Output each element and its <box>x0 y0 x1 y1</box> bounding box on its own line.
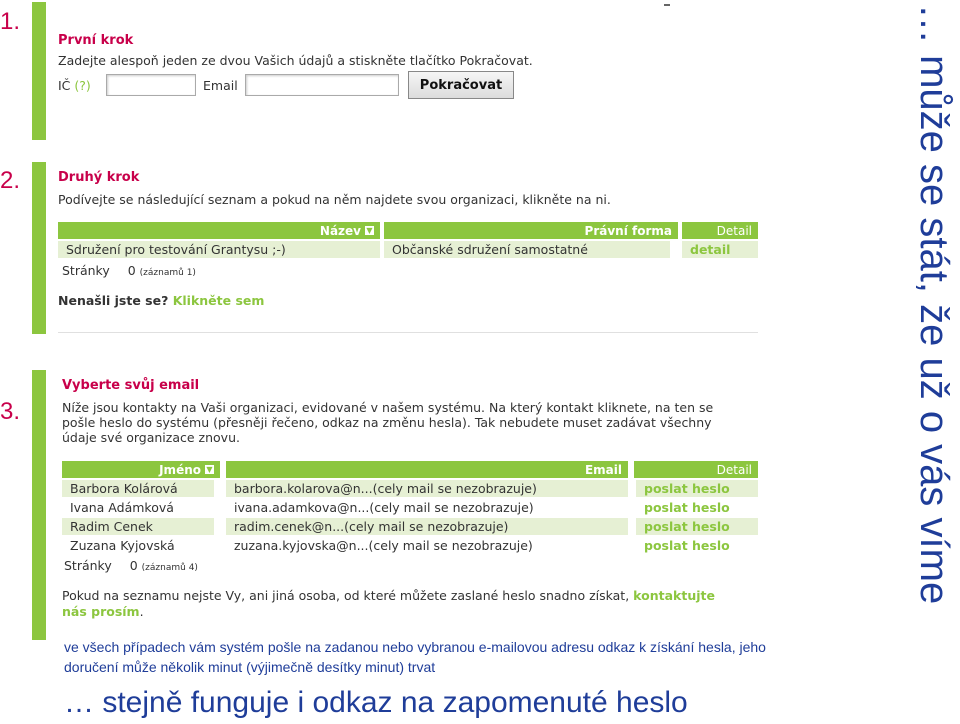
pager-label: Stránky <box>64 558 112 573</box>
step3-desc-line1: Níže jsou kontakty na Vaši organizaci, evidované v našem systému. Na který kontakt kliknete, na ten se <box>62 400 714 415</box>
pager-records: (záznamů 4) <box>141 563 198 573</box>
org-detail-link[interactable]: detail <box>682 241 758 258</box>
cursor-mark <box>664 0 670 6</box>
step2-description: Podívejte se následující seznam a pokud na něm najdete svou organizaci, klikněte na ni. <box>58 192 611 207</box>
org-name-cell[interactable]: Sdružení pro testování Grantysu ;-) <box>58 241 380 258</box>
col-detail-label: Detail <box>716 223 752 238</box>
pager-label: Stránky <box>62 263 110 278</box>
step2-bar <box>32 162 46 334</box>
step3-pager <box>64 558 198 577</box>
col-detail3-header <box>634 461 758 478</box>
col-email-label: Email <box>584 462 622 477</box>
step2-pager <box>62 263 196 282</box>
col-form-header[interactable] <box>384 222 678 239</box>
side-text-container <box>912 4 956 634</box>
person-email-cell[interactable]: barbora.kolarova@n...(cely mail se nezobrazuje) <box>226 480 628 497</box>
pager-value[interactable]: 0 <box>127 263 136 278</box>
col-detail3-label: Detail <box>716 462 752 477</box>
sort-down-icon: ▼ <box>206 465 213 474</box>
bottom-caption: … stejně funguje i odkaz na zapomenuté heslo <box>64 686 688 719</box>
step3-bar <box>32 370 46 640</box>
email-label: Email <box>203 78 238 93</box>
footer-text: Pokud na seznamu nejste Vy, ani jiná osoba, od které můžete zaslané heslo snadno získat, <box>62 588 630 603</box>
section-divider <box>58 332 758 333</box>
step3-desc-line2: pošle heslo do systému (přesněji řečeno, odkaz na změnu hesla). Tak nebudete muset zadávat všechny <box>62 415 712 430</box>
step3-desc-line3: údaje své organizace znovu. <box>62 430 240 445</box>
col-person-label: Jméno <box>159 462 201 477</box>
step3-title: Vyberte svůj email <box>62 378 200 393</box>
not-found-link[interactable]: Klikněte sem <box>172 293 265 308</box>
sort-down-icon: ▼ <box>366 226 373 235</box>
send-password-link[interactable]: poslat heslo <box>636 537 758 554</box>
col-person-header[interactable] <box>62 461 220 478</box>
send-password-link[interactable]: poslat heslo <box>636 480 758 497</box>
step-number-2: 2. <box>0 167 21 194</box>
contact-link[interactable]: kontaktujte <box>633 588 715 603</box>
step1-title: První krok <box>58 33 134 48</box>
step1-bar <box>32 2 46 140</box>
step2-title: Druhý krok <box>58 170 140 185</box>
pager-value[interactable]: 0 <box>129 558 138 573</box>
person-name-cell[interactable]: Barbora Kolárová <box>62 480 214 497</box>
not-found-label: Nenašli jste se? <box>58 293 169 308</box>
org-form-cell[interactable]: Občanské sdružení samostatné <box>384 241 670 258</box>
send-password-link[interactable]: poslat heslo <box>636 499 758 516</box>
step-number-3: 3. <box>0 398 21 425</box>
person-email-cell[interactable]: radim.cenek@n...(cely mail se nezobrazuje) <box>226 518 628 535</box>
person-name-cell[interactable]: Radim Cenek <box>62 518 214 535</box>
step-number-1: 1. <box>0 8 21 35</box>
col-name-header[interactable] <box>58 222 380 239</box>
col-form-label: Právní forma <box>584 223 672 238</box>
note <box>64 637 766 677</box>
pager-records: (záznamů 1) <box>139 268 196 278</box>
footer-end: . <box>139 603 144 619</box>
col-name-label: Název <box>319 223 361 238</box>
person-name-cell[interactable]: Ivana Adámková <box>62 499 214 516</box>
not-found-text <box>58 293 264 309</box>
person-email-cell[interactable]: ivana.adamkova@n...(cely mail se nezobrazuje) <box>226 499 628 516</box>
step3-footer <box>62 588 762 619</box>
ic-label <box>58 78 91 94</box>
email-input[interactable] <box>245 74 399 96</box>
note-line-1: ve všech případech vám systém pošle na zadanou nebo vybranou e-mailovou adresu odkaz k získání hesla, jeho <box>64 639 766 655</box>
contact-link-2[interactable]: nás prosím <box>62 603 140 619</box>
col-detail-header <box>682 222 758 239</box>
continue-button[interactable]: Pokračovat <box>408 71 514 99</box>
side-text: … může se stát, že už o vás víme <box>912 4 956 605</box>
person-email-cell[interactable]: zuzana.kyjovska@n...(cely mail se nezobrazuje) <box>226 537 628 554</box>
col-email-header[interactable] <box>226 461 628 478</box>
step1-description: Zadejte alespoň jeden ze dvou Vašich údajů a stiskněte tlačítko Pokračovat. <box>58 53 533 68</box>
ic-label-text: IČ <box>58 78 71 93</box>
person-name-cell[interactable]: Zuzana Kyjovská <box>62 537 214 554</box>
ic-input[interactable] <box>106 74 196 96</box>
send-password-link[interactable]: poslat heslo <box>636 518 758 535</box>
ic-help-link[interactable]: (?) <box>74 78 91 93</box>
note-line-2: doručení může několik minut (výjimečně desítky minut) trvat <box>64 659 436 675</box>
